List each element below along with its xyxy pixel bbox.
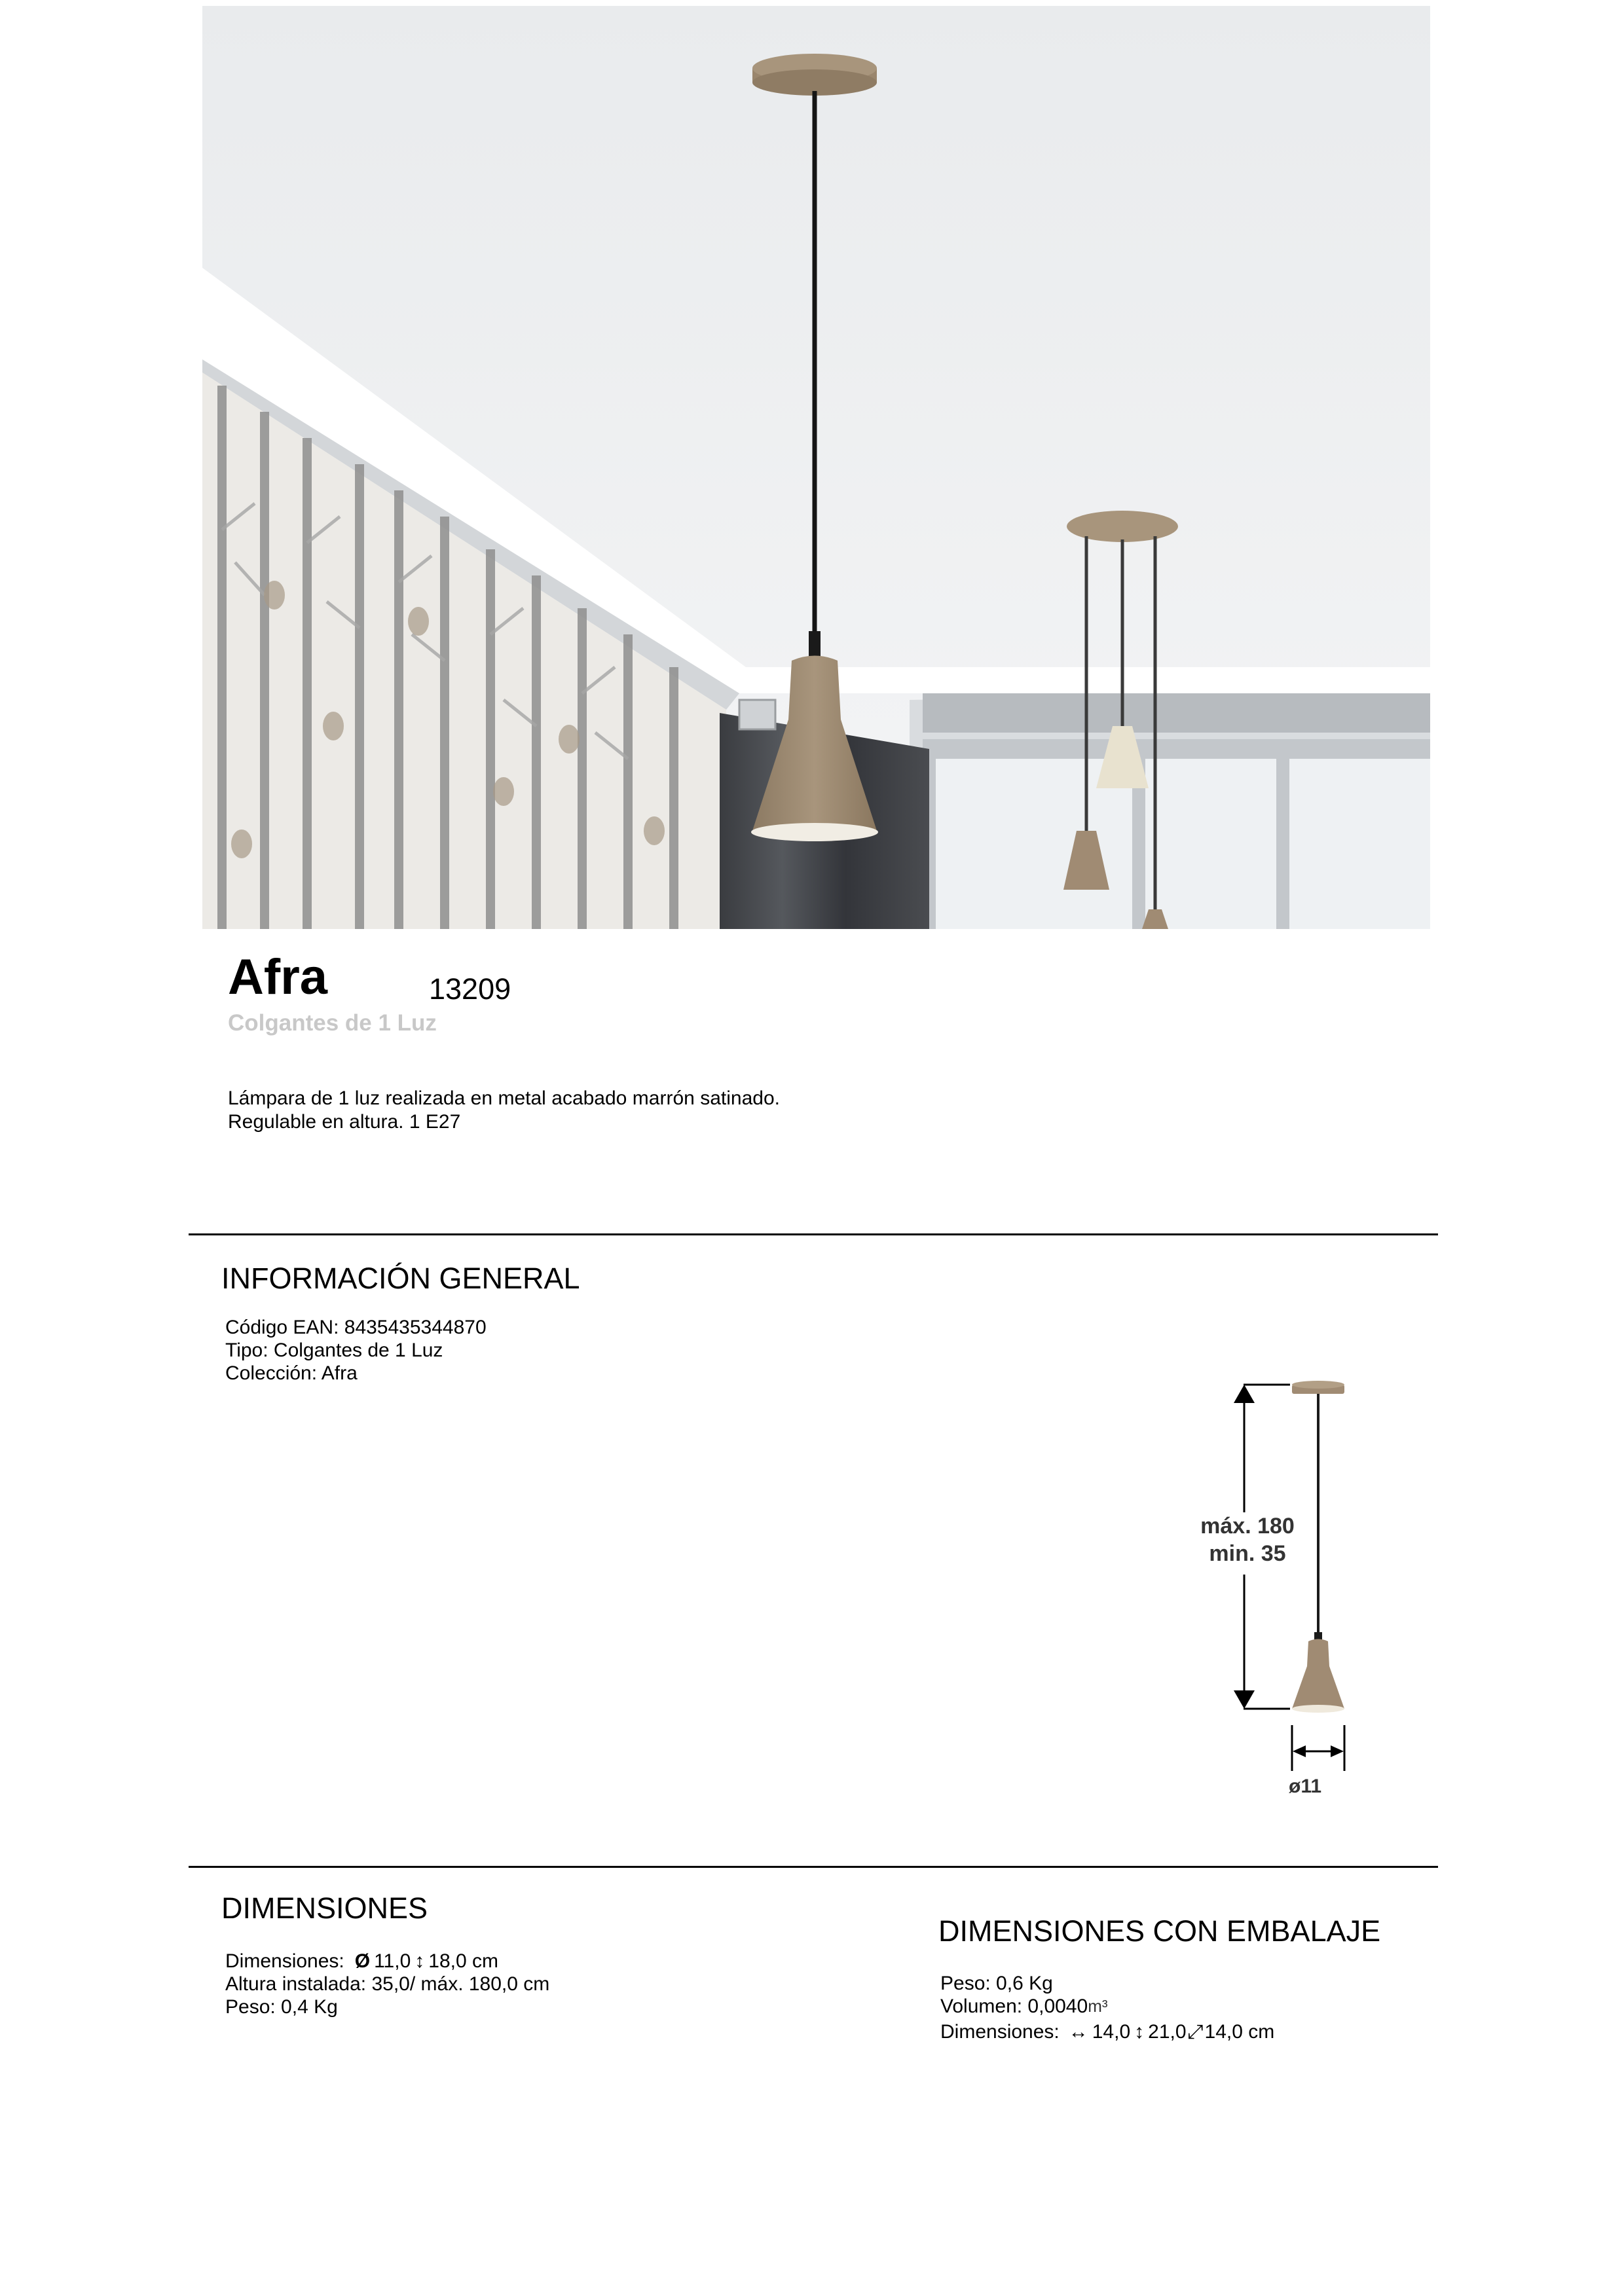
product-dimensions <box>225 1950 498 1973</box>
packaging-width: 14,0 <box>1092 2021 1131 2043</box>
height-label <box>1189 1512 1306 1567</box>
product-category: Colgantes de 1 Luz <box>228 1010 437 1036</box>
diameter-icon: Ø <box>354 1950 371 1972</box>
product-name: Afra <box>228 949 328 1005</box>
depth-arrow-icon: ⤢ <box>1187 2021 1204 2043</box>
height-max-label: máx. 180 <box>1200 1514 1295 1539</box>
general-info-title: INFORMACIÓN GENERAL <box>221 1262 580 1295</box>
volume-unit: m³ <box>1088 1996 1108 2016</box>
dimensions-label: Dimensiones: <box>225 1950 344 1972</box>
diameter-value: 11,0 <box>374 1950 411 1972</box>
packaging-dimensions <box>940 2020 1274 2043</box>
product-description: Lámpara de 1 luz realizada en metal acabado marrón satinado. Regulable en altura. 1 E27 <box>228 1087 780 1133</box>
height-arrow-icon: ↕ <box>1134 2021 1145 2043</box>
packaging-weight: Peso: 0,6 Kg <box>940 1973 1053 1994</box>
packaging-dimensions-label: Dimensiones: <box>940 2021 1060 2043</box>
height-min-label: min. 35 <box>1209 1541 1286 1566</box>
product-type: Tipo: Colgantes de 1 Luz <box>225 1339 443 1361</box>
room-scene-illustration <box>202 6 1430 929</box>
height-arrow-icon: ↕ <box>415 1950 425 1972</box>
product-photo <box>202 6 1430 929</box>
width-arrow-icon: ↔ <box>1068 2021 1088 2043</box>
height-value: 18,0 cm <box>428 1950 498 1972</box>
section-divider <box>189 1866 1438 1868</box>
packaging-depth: 14,0 cm <box>1204 2021 1275 2043</box>
dimensions-title: DIMENSIONES <box>221 1891 428 1925</box>
product-reference: 13209 <box>429 972 511 1006</box>
volume-value: Volumen: 0,0040 <box>940 1995 1088 2017</box>
packaging-title: DIMENSIONES CON EMBALAJE <box>938 1914 1381 1948</box>
product-weight: Peso: 0,4 Kg <box>225 1996 338 2018</box>
dimension-drawing <box>1179 1378 1375 1823</box>
installed-height: Altura instalada: 35,0/ máx. 180,0 cm <box>225 1973 550 1995</box>
pendant-lamp-dimension-icon <box>1179 1378 1375 1823</box>
ean-code: Código EAN: 8435435344870 <box>225 1317 487 1338</box>
section-divider <box>189 1233 1438 1235</box>
product-collection: Colección: Afra <box>225 1362 358 1384</box>
packaging-height: 21,0 <box>1148 2021 1187 2043</box>
packaging-volume <box>940 1995 1108 2018</box>
diameter-label: ø11 <box>1289 1776 1322 1797</box>
